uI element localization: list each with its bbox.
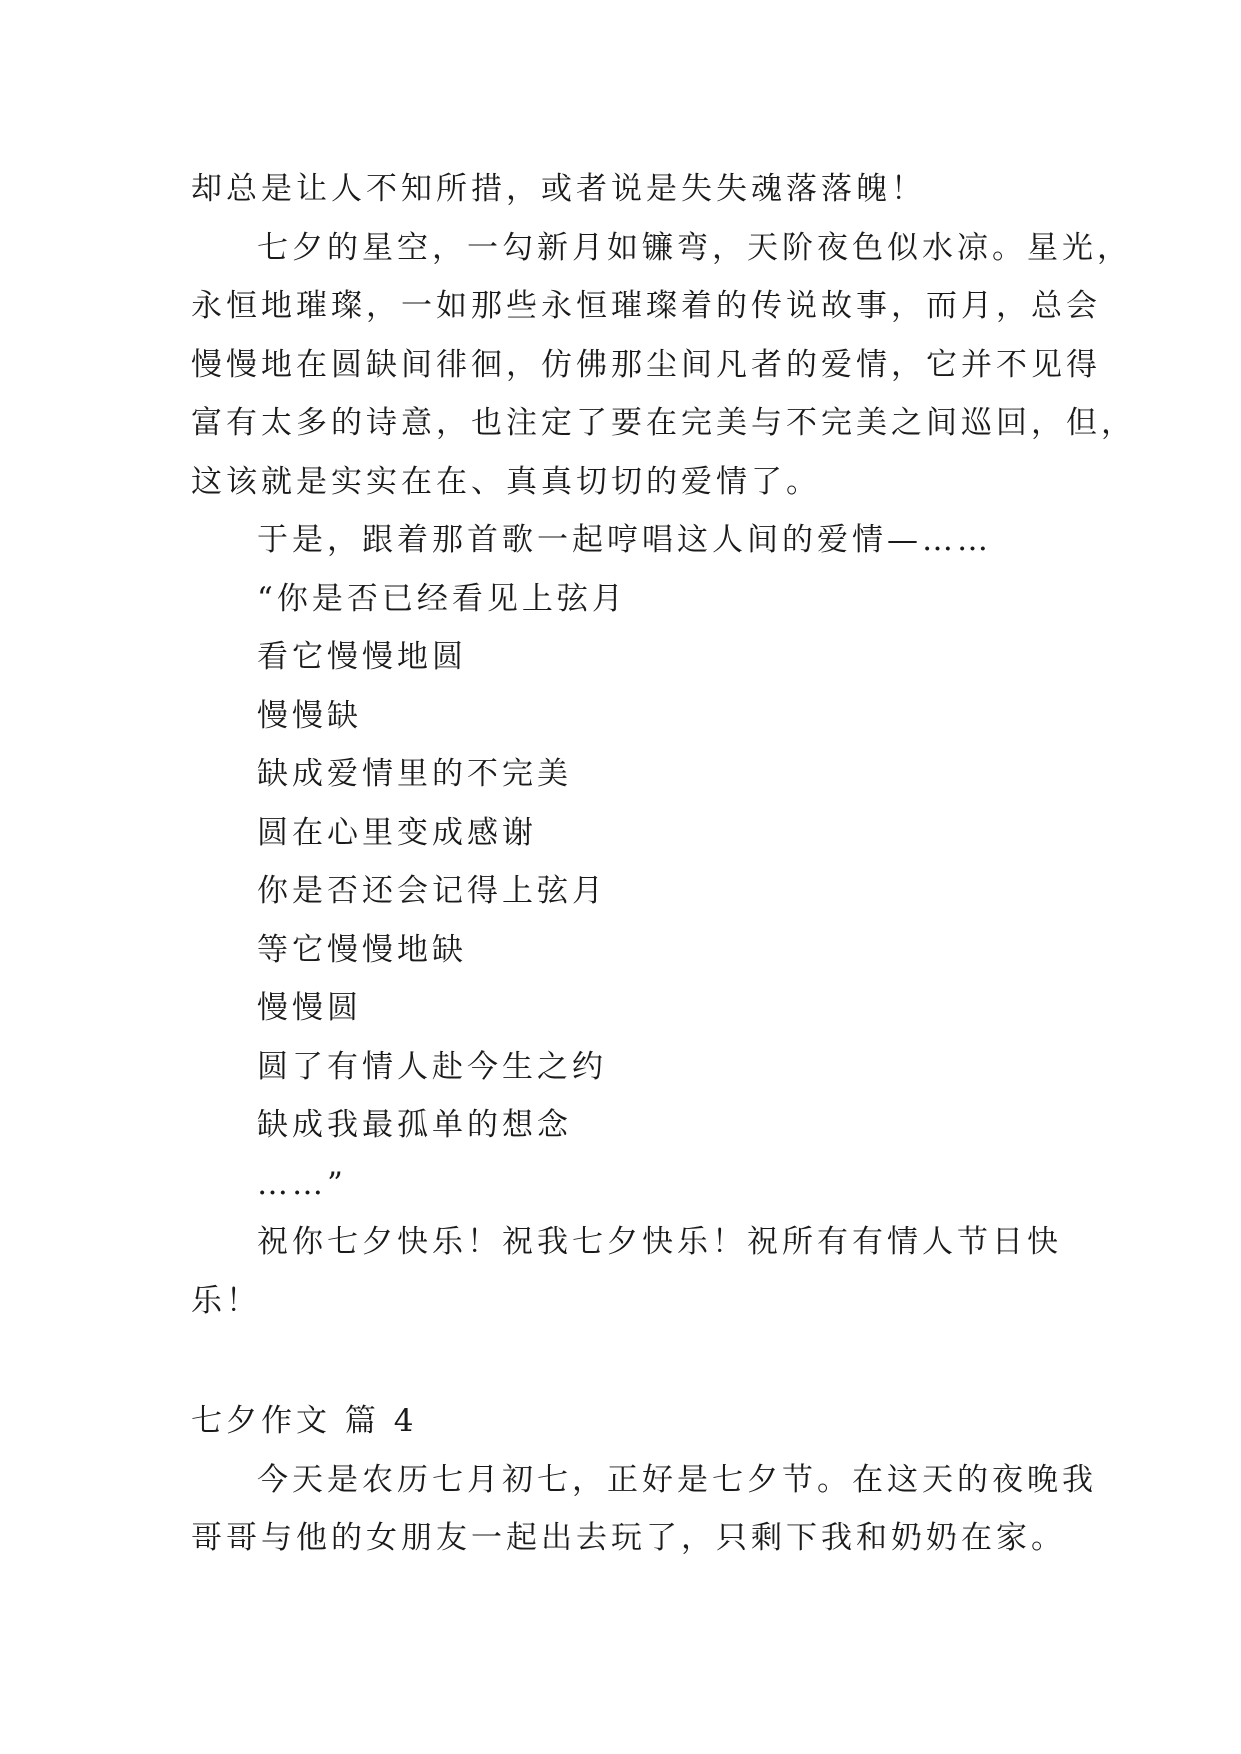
paragraph-line: 七夕的星空，一勾新月如镰弯，天阶夜色似水凉。星光， [257, 229, 1132, 266]
paragraph-line: 祝你七夕快乐！祝我七夕快乐！祝所有有情人节日快 [257, 1224, 1062, 1260]
lyric-line: “你是否已经看见上弦月 [257, 580, 627, 617]
paragraph-line: 乐！ [191, 1282, 261, 1319]
section-spacer [191, 1330, 1061, 1392]
lyric-line: 圆在心里变成感谢 [257, 814, 537, 851]
paragraph-line: 却总是让人不知所措，或者说是失失魂落落魄！ [191, 171, 926, 207]
paragraph-line: 这该就是实实在在、真真切切的爱情了。 [191, 463, 821, 500]
lyric-line: 缺成爱情里的不完美 [257, 756, 572, 792]
paragraph-line: 富有太多的诗意，也注定了要在完美与不完美之间巡回，但， [191, 405, 1136, 441]
paragraph-line: 今天是农历七月初七，正好是七夕节。在这天的夜晚我 [257, 1461, 1097, 1498]
paragraph-line: 永恒地璀璨，一如那些永恒璀璨着的传说故事，而月，总会 [191, 288, 1101, 324]
lyric-line: ……” [257, 1165, 347, 1202]
lyric-line: 慢慢圆 [257, 990, 362, 1026]
lyric-line: 圆了有情人赴今生之约 [257, 1048, 607, 1085]
lyric-line: 慢慢缺 [257, 697, 362, 734]
lyric-line: 看它慢慢地圆 [257, 639, 467, 675]
paragraph-line: 于是，跟着那首歌一起哼唱这人间的爱情—…… [257, 522, 992, 558]
paragraph-line: 哥哥与他的女朋友一起出去玩了，只剩下我和奶奶在家。 [191, 1520, 1066, 1556]
lyric-line: 缺成我最孤单的想念 [257, 1107, 572, 1143]
section-heading: 七夕作文 篇 4 [191, 1403, 418, 1439]
lyric-line: 你是否还会记得上弦月 [257, 873, 607, 909]
lyric-line: 等它慢慢地缺 [257, 931, 467, 968]
paragraph-line: 慢慢地在圆缺间徘徊，仿佛那尘间凡者的爱情，它并不见得 [191, 346, 1101, 383]
document-page [191, 160, 1136, 1568]
